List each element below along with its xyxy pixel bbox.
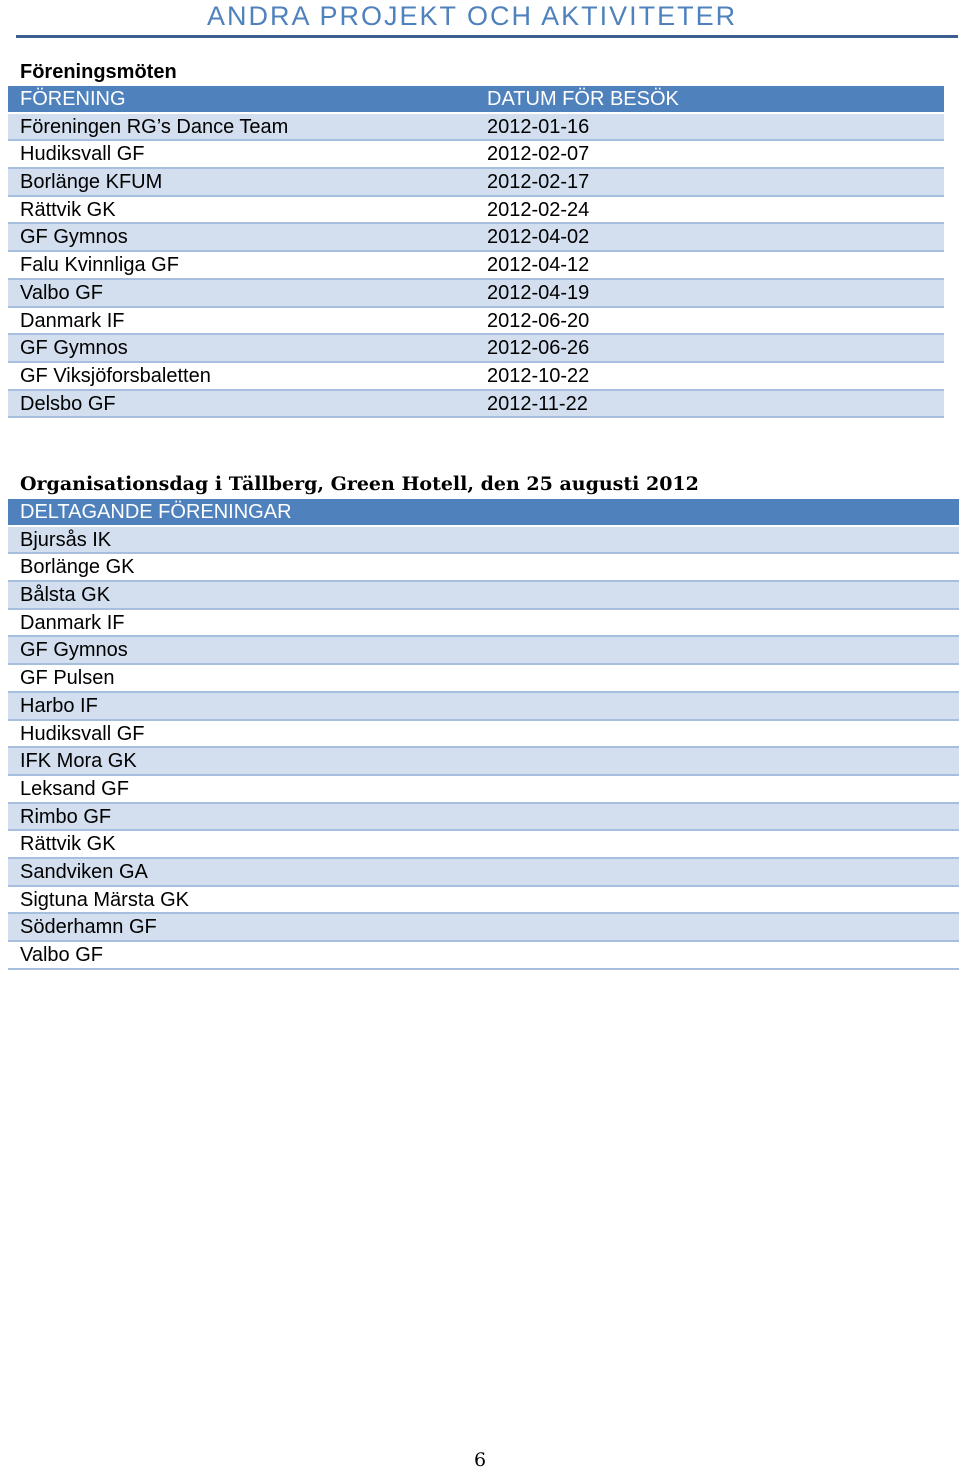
column-header-deltagande: DELTAGANDE FÖRENINGAR (20, 501, 292, 523)
forening-cell: Sandviken GA (20, 860, 148, 883)
datum-cell: 2012-06-20 (487, 309, 590, 332)
forening-cell: Bålsta GK (20, 584, 111, 607)
meetings-table-header (8, 86, 944, 114)
organisation-day-heading: Organisationsdag i Tällberg, Green Hotell, den 25 augusti 2012 (20, 473, 699, 495)
page-header (0, 0, 960, 40)
table-row (8, 748, 959, 776)
forening-cell: IFK Mora GK (20, 750, 137, 773)
forening-cell: Bjursås IK (20, 528, 112, 551)
table-row (8, 308, 944, 336)
meetings-heading: Föreningsmöten (20, 61, 177, 83)
datum-cell: 2012-04-12 (487, 254, 590, 277)
table-row (8, 582, 959, 610)
table-row (8, 280, 944, 308)
forening-cell: GF Gymnos (20, 226, 128, 249)
table-row (8, 721, 959, 749)
table-row (8, 693, 959, 721)
forening-cell: Sigtuna Märsta GK (20, 888, 189, 911)
forening-cell: Leksand GF (20, 777, 129, 800)
table-row (8, 637, 959, 665)
column-header-forening: FÖRENING (20, 88, 126, 110)
table-row (8, 776, 959, 804)
forening-cell: Danmark IF (20, 611, 125, 634)
datum-cell: 2012-02-24 (487, 198, 590, 221)
forening-cell: Hudiksvall GF (20, 722, 145, 745)
datum-cell: 2012-02-07 (487, 143, 590, 166)
table-row (8, 114, 944, 142)
forening-cell: Söderhamn GF (20, 916, 157, 939)
table-row (8, 914, 959, 942)
table-row (8, 554, 959, 582)
forening-cell: Föreningen RG’s Dance Team (20, 115, 289, 138)
table-row (8, 831, 959, 859)
meetings-table (8, 86, 944, 418)
forening-cell: Valbo GF (20, 281, 103, 304)
datum-cell: 2012-11-22 (487, 392, 588, 415)
table-row (8, 391, 944, 419)
table-row (8, 363, 944, 391)
table-row (8, 804, 959, 832)
table-row (8, 141, 944, 169)
datum-cell: 2012-01-16 (487, 115, 590, 138)
forening-cell: Rättvik GK (20, 198, 116, 221)
forening-cell: Delsbo GF (20, 392, 116, 415)
forening-cell: Valbo GF (20, 944, 103, 966)
forening-cell: Hudiksvall GF (20, 143, 145, 166)
table-row (8, 527, 959, 555)
datum-cell: 2012-06-26 (487, 337, 590, 360)
forening-cell: Rimbo GF (20, 805, 112, 828)
forening-cell: GF Gymnos (20, 639, 128, 662)
header-rule (16, 35, 958, 38)
datum-cell: 2012-02-17 (487, 171, 590, 194)
datum-cell: 2012-04-02 (487, 226, 590, 249)
column-header-datum: DATUM FÖR BESÖK (487, 88, 679, 110)
table-row (8, 859, 959, 887)
forening-cell: GF Viksjöforsbaletten (20, 364, 211, 387)
datum-cell: 2012-10-22 (487, 364, 590, 387)
forening-cell: GF Gymnos (20, 337, 128, 360)
table-row (8, 197, 944, 225)
forening-cell: Falu Kvinnliga GF (20, 254, 179, 277)
table-row (8, 942, 959, 970)
organisation-day-table-header (8, 499, 959, 527)
page-number: 6 (473, 1449, 487, 1471)
datum-cell: 2012-04-19 (487, 281, 590, 304)
table-row (8, 887, 959, 915)
table-row (8, 169, 944, 197)
table-row (8, 224, 944, 252)
forening-cell: Borlänge KFUM (20, 171, 163, 194)
forening-cell: Rättvik GK (20, 833, 116, 856)
forening-cell: Harbo IF (20, 694, 98, 717)
table-row (8, 610, 959, 638)
table-row (8, 252, 944, 280)
organisation-day-table (8, 499, 959, 970)
page-title: ANDRA PROJEKT OCH AKTIVITETER (207, 1, 738, 31)
forening-cell: Borlänge GK (20, 556, 135, 579)
forening-cell: Danmark IF (20, 309, 125, 332)
table-row (8, 335, 944, 363)
forening-cell: GF Pulsen (20, 667, 115, 690)
table-row (8, 665, 959, 693)
